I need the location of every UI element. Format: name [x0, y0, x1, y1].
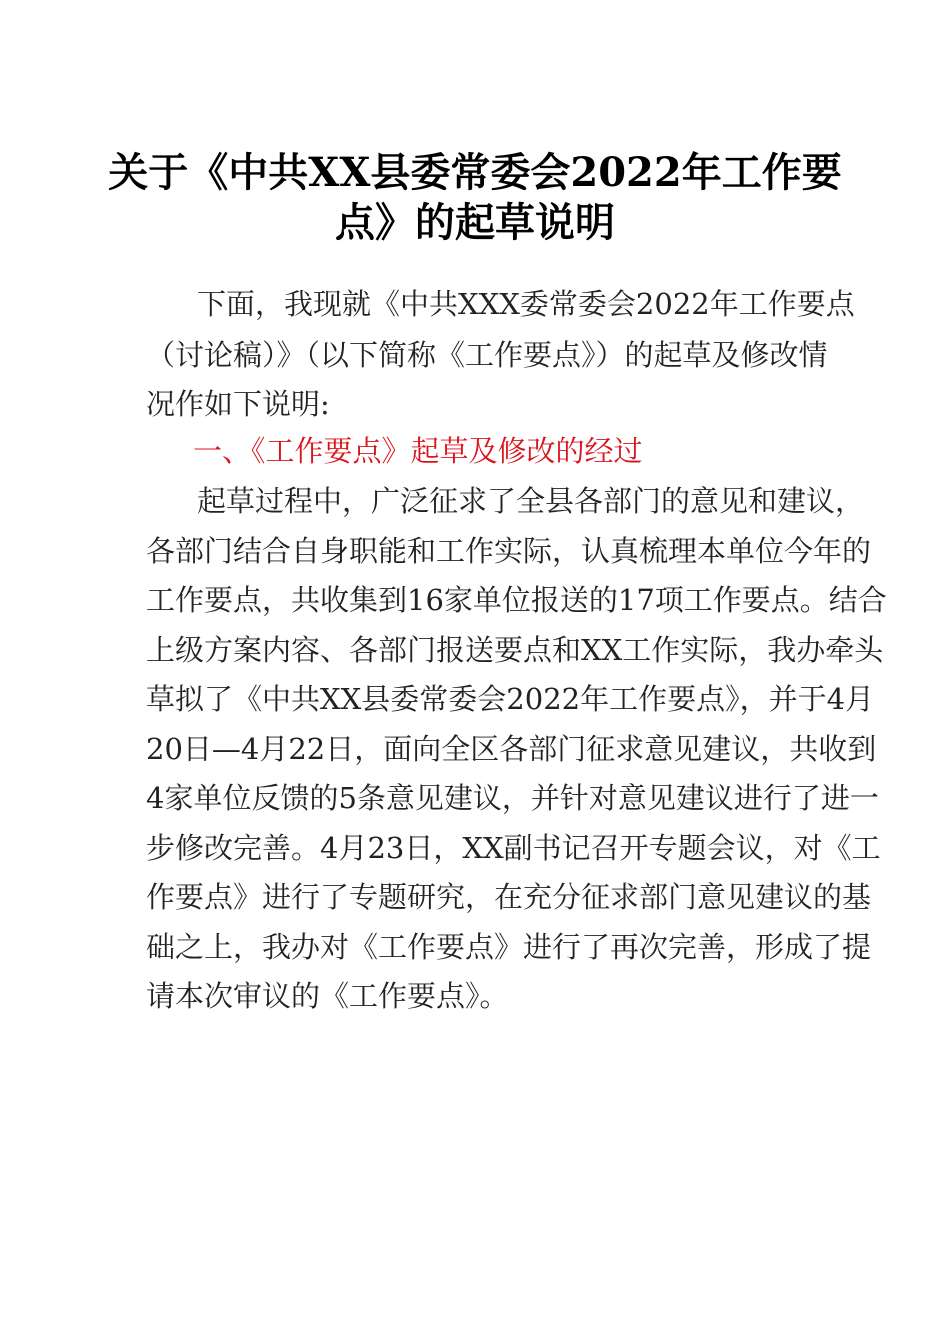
intro-line-3: 况作如下说明: — [146, 387, 330, 421]
body-line-6: 20日—4月22日，面向全区各部门征求意见建议，共收到 — [146, 732, 877, 766]
body-line-11: 请本次审议的《工作要点》。 — [146, 979, 509, 1013]
body-line-8: 步修改完善。4月23日，XX副书记召开专题会议，对《工 — [146, 831, 881, 865]
body-line-2: 各部门结合自身职能和工作实际，认真梳理本单位今年的 — [146, 534, 872, 568]
intro-line-2: （讨论稿）》（以下简称《工作要点》）的起草及修改情 — [146, 338, 828, 372]
body-line-3: 工作要点，共收集到16家单位报送的17项工作要点。结合 — [146, 583, 887, 617]
body-line-7: 4家单位反馈的5条意见建议，并针对意见建议进行了进一 — [146, 781, 879, 815]
body-line-4: 上级方案内容、各部门报送要点和XX工作实际，我办牵头 — [146, 633, 884, 667]
intro-line-1: 下面，我现就《中共XXX委常委会2022年工作要点 — [197, 287, 855, 321]
body-line-9: 作要点》进行了专题研究，在充分征求部门意见建议的基 — [146, 880, 872, 914]
body-line-1: 起草过程中，广泛征求了全县各部门的意见和建议， — [197, 484, 865, 518]
document-title-line-2: 点》的起草说明 — [335, 199, 615, 246]
body-line-5: 草拟了《中共XX县委常委会2022年工作要点》，并于4月 — [146, 682, 875, 716]
section-heading: 一、《工作要点》起草及修改的经过 — [193, 434, 643, 468]
body-line-10: 础之上，我办对《工作要点》进行了再次完善，形成了提 — [146, 930, 872, 964]
document-title-line-1: 关于《中共XX县委常委会2022年工作要 — [108, 149, 842, 196]
